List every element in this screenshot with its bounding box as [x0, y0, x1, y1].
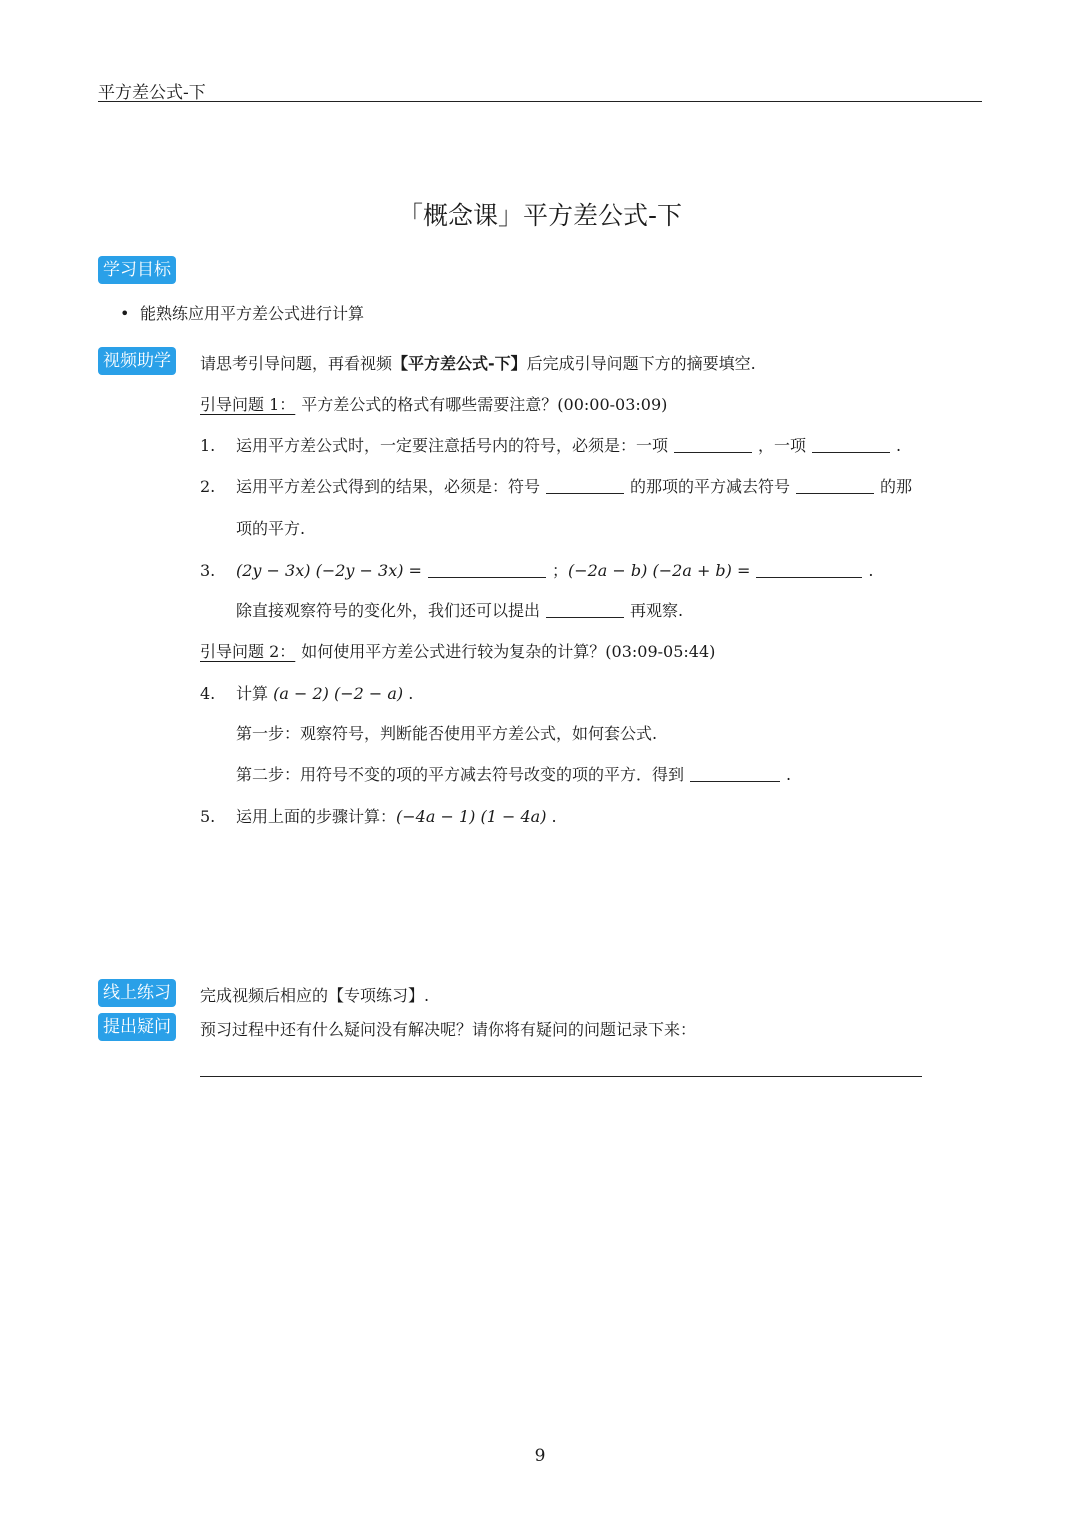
item-4-number: 4.	[200, 684, 216, 703]
item-3-expr-1: (2y − 3x) (−2y − 3x) =	[236, 561, 422, 580]
header-rule	[98, 101, 982, 102]
running-header: 平方差公式-下	[98, 83, 206, 103]
blank-3b[interactable]	[756, 561, 862, 578]
guide-question-1	[200, 392, 667, 415]
blank-1b[interactable]	[812, 436, 890, 453]
item-3-cont-a: 除直接观察符号的变化外，我们还可以提出	[236, 601, 541, 620]
item-4-step-2	[236, 762, 791, 785]
item-1-end: .	[896, 436, 902, 455]
video-title: 【平方差公式-下】	[392, 354, 527, 373]
goal-text: 能熟练应用平方差公式进行计算	[140, 304, 365, 323]
video-intro-prefix: 请思考引导问题，再看视频	[200, 354, 393, 373]
practice-text: 完成视频后相应的【专项练习】.	[200, 986, 430, 1005]
blank-1a[interactable]	[674, 436, 752, 453]
item-5	[200, 804, 557, 827]
item-5-end: .	[551, 807, 557, 826]
item-2-continued: 项的平方.	[236, 519, 306, 538]
item-5-number: 5.	[200, 807, 216, 826]
video-intro	[200, 351, 756, 374]
item-4-step-1: 第一步：观察符号，判断能否使用平方差公式，如何套公式.	[236, 724, 658, 743]
blank-2a[interactable]	[546, 477, 624, 494]
practice-tag: 线上练习	[98, 979, 176, 1007]
item-3-expr-2: (−2a − b) (−2a + b) =	[567, 561, 751, 580]
bullet-icon: •	[120, 304, 130, 323]
page-title: 「概念课」平方差公式-下	[397, 201, 683, 230]
item-4	[200, 681, 413, 704]
guide-question-1-label: 引导问题 1：	[200, 395, 296, 414]
item-3-sep: ；	[551, 561, 568, 580]
answer-line[interactable]	[200, 1076, 922, 1077]
item-2	[200, 474, 912, 497]
item-3	[200, 558, 874, 581]
video-tag: 视频助学	[98, 347, 176, 375]
item-2-text-c: 的那	[880, 477, 913, 496]
blank-3a[interactable]	[428, 561, 546, 578]
guide-question-2-text: 如何使用平方差公式进行较为复杂的计算？(03:09-05:44)	[301, 642, 716, 661]
goal-item	[120, 301, 364, 324]
item-4-text: 计算	[236, 684, 269, 703]
item-2-text-b: 的那项的平方减去符号	[630, 477, 791, 496]
guide-question-1-text: 平方差公式的格式有哪些需要注意？(00:00-03:09)	[301, 395, 668, 414]
item-5-text: 运用上面的步骤计算：	[236, 807, 397, 826]
blank-2b[interactable]	[796, 477, 874, 494]
goals-tag: 学习目标	[98, 256, 176, 284]
questions-text: 预习过程中还有什么疑问没有解决呢？请你将有疑问的问题记录下来：	[200, 1020, 697, 1039]
item-4-end: .	[408, 684, 414, 703]
guide-question-2-label: 引导问题 2：	[200, 642, 296, 661]
item-3-continued	[236, 598, 683, 621]
item-3-end: .	[868, 561, 874, 580]
guide-question-2	[200, 639, 715, 662]
blank-3c[interactable]	[546, 601, 624, 618]
item-1-text-b: ，一项	[758, 436, 807, 455]
blank-4[interactable]	[690, 765, 780, 782]
item-5-expr: (−4a − 1) (1 − 4a)	[396, 807, 547, 826]
item-4-step-2-text: 第二步：用符号不变的项的平方减去符号改变的项的平方．得到	[236, 765, 685, 784]
item-4-expr: (a − 2) (−2 − a)	[273, 684, 404, 703]
item-2-text: 运用平方差公式得到的结果，必须是：符号	[236, 477, 541, 496]
item-3-cont-b: 再观察.	[630, 601, 684, 620]
item-1	[200, 433, 901, 456]
item-4-step-2-end: .	[786, 765, 792, 784]
item-3-number: 3.	[200, 561, 216, 580]
item-1-number: 1.	[200, 436, 216, 455]
video-intro-suffix: 后完成引导问题下方的摘要填空.	[526, 354, 756, 373]
item-1-text: 运用平方差公式时，一定要注意括号内的符号，必须是：一项	[236, 436, 669, 455]
page-number: 9	[534, 1446, 546, 1466]
questions-tag: 提出疑问	[98, 1013, 176, 1041]
item-2-number: 2.	[200, 477, 216, 496]
